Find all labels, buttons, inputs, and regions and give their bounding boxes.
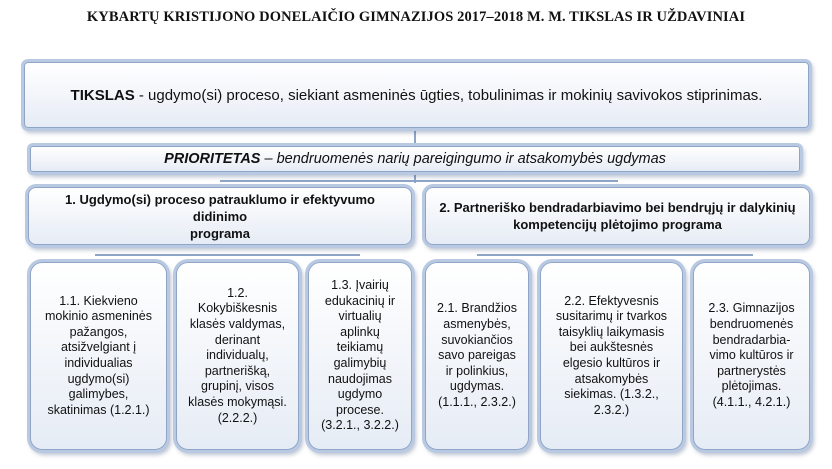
task-box-2-2 — [540, 262, 683, 450]
priority-label: PRIORITETAS — [164, 151, 261, 167]
goal-description: - ugdymo(si) proceso, siekiant asmeninės ūgties, tobulinimas ir mokinių savivokos stiprinimas. — [134, 86, 763, 104]
task-box-1-2 — [176, 262, 299, 450]
connector-priority-programs-h — [220, 180, 618, 182]
priority-description: – bendruomenės narių pareigingumo ir atsakomybės ugdymas — [260, 151, 666, 167]
program-title: 2. Partneriško bendradarbiavimo bei bendrųjų ir dalykinių kompetencijų plėtojimo programa — [439, 200, 796, 232]
connector-prog1-tasks — [95, 254, 360, 256]
program-title: 1. Ugdymo(si) proceso patrauklumo ir efektyvumo didinimo programa — [65, 191, 375, 241]
program-box-2 — [425, 187, 810, 245]
page-title: KYBARTŲ KRISTIJONO DONELAIČIO GIMNAZIJOS 2017–2018 M. M. TIKSLAS IR UŽDAVINIAI — [86, 9, 746, 25]
task-box-1-3 — [308, 262, 412, 450]
task-box-1-1 — [30, 262, 167, 450]
task-text: 2.3. Gimnazijos bendruomenės bendradarbia- vimo kultūros ir partnerystės plėtojimas. (4.1.1., 4.2.1.) — [708, 301, 795, 409]
connector-prog2-tasks — [477, 254, 753, 256]
priority-text — [164, 151, 666, 167]
priority-box — [30, 146, 800, 172]
connector-goal-priority — [414, 131, 416, 143]
goal-box — [24, 62, 809, 128]
task-box-2-1 — [425, 262, 529, 450]
task-text: 2.1. Brandžios asmenybės, suvokiančios savo pareigas ir polinkius, ugdymas. (1.1.1., 2.3.2.) — [437, 301, 517, 409]
task-text: 1.3. Įvairių edukacinių ir virtualių aplinkų teikiamų galimybių naudojimas ugdymo procese. (3.2.1., 3.2.2.) — [321, 278, 399, 433]
task-box-2-3 — [693, 262, 810, 450]
goal-text — [71, 87, 763, 104]
program-box-1 — [28, 187, 412, 245]
goal-label: TIKSLAS — [70, 86, 135, 104]
task-text: 2.2. Efektyvesnis susitarimų ir tvarkos taisyklių laikymasis bei aukštesnės elgesio kultūros ir atsakomybės siekimas. (1.3.2., 2.3.2.) — [555, 293, 668, 417]
task-text: 1.2. Kokybiškesnis klasės valdymas, derinant individualų, partnerišką, grupinį, visos klasės mokymąsi. (2.2.2.) — [188, 285, 287, 425]
task-text: 1.1. Kiekvieno mokinio asmeninės pažangos, atsižvelgiant į individualias ugdymo(si) galimybes, skatinimas (1.2.1.) — [45, 293, 152, 417]
